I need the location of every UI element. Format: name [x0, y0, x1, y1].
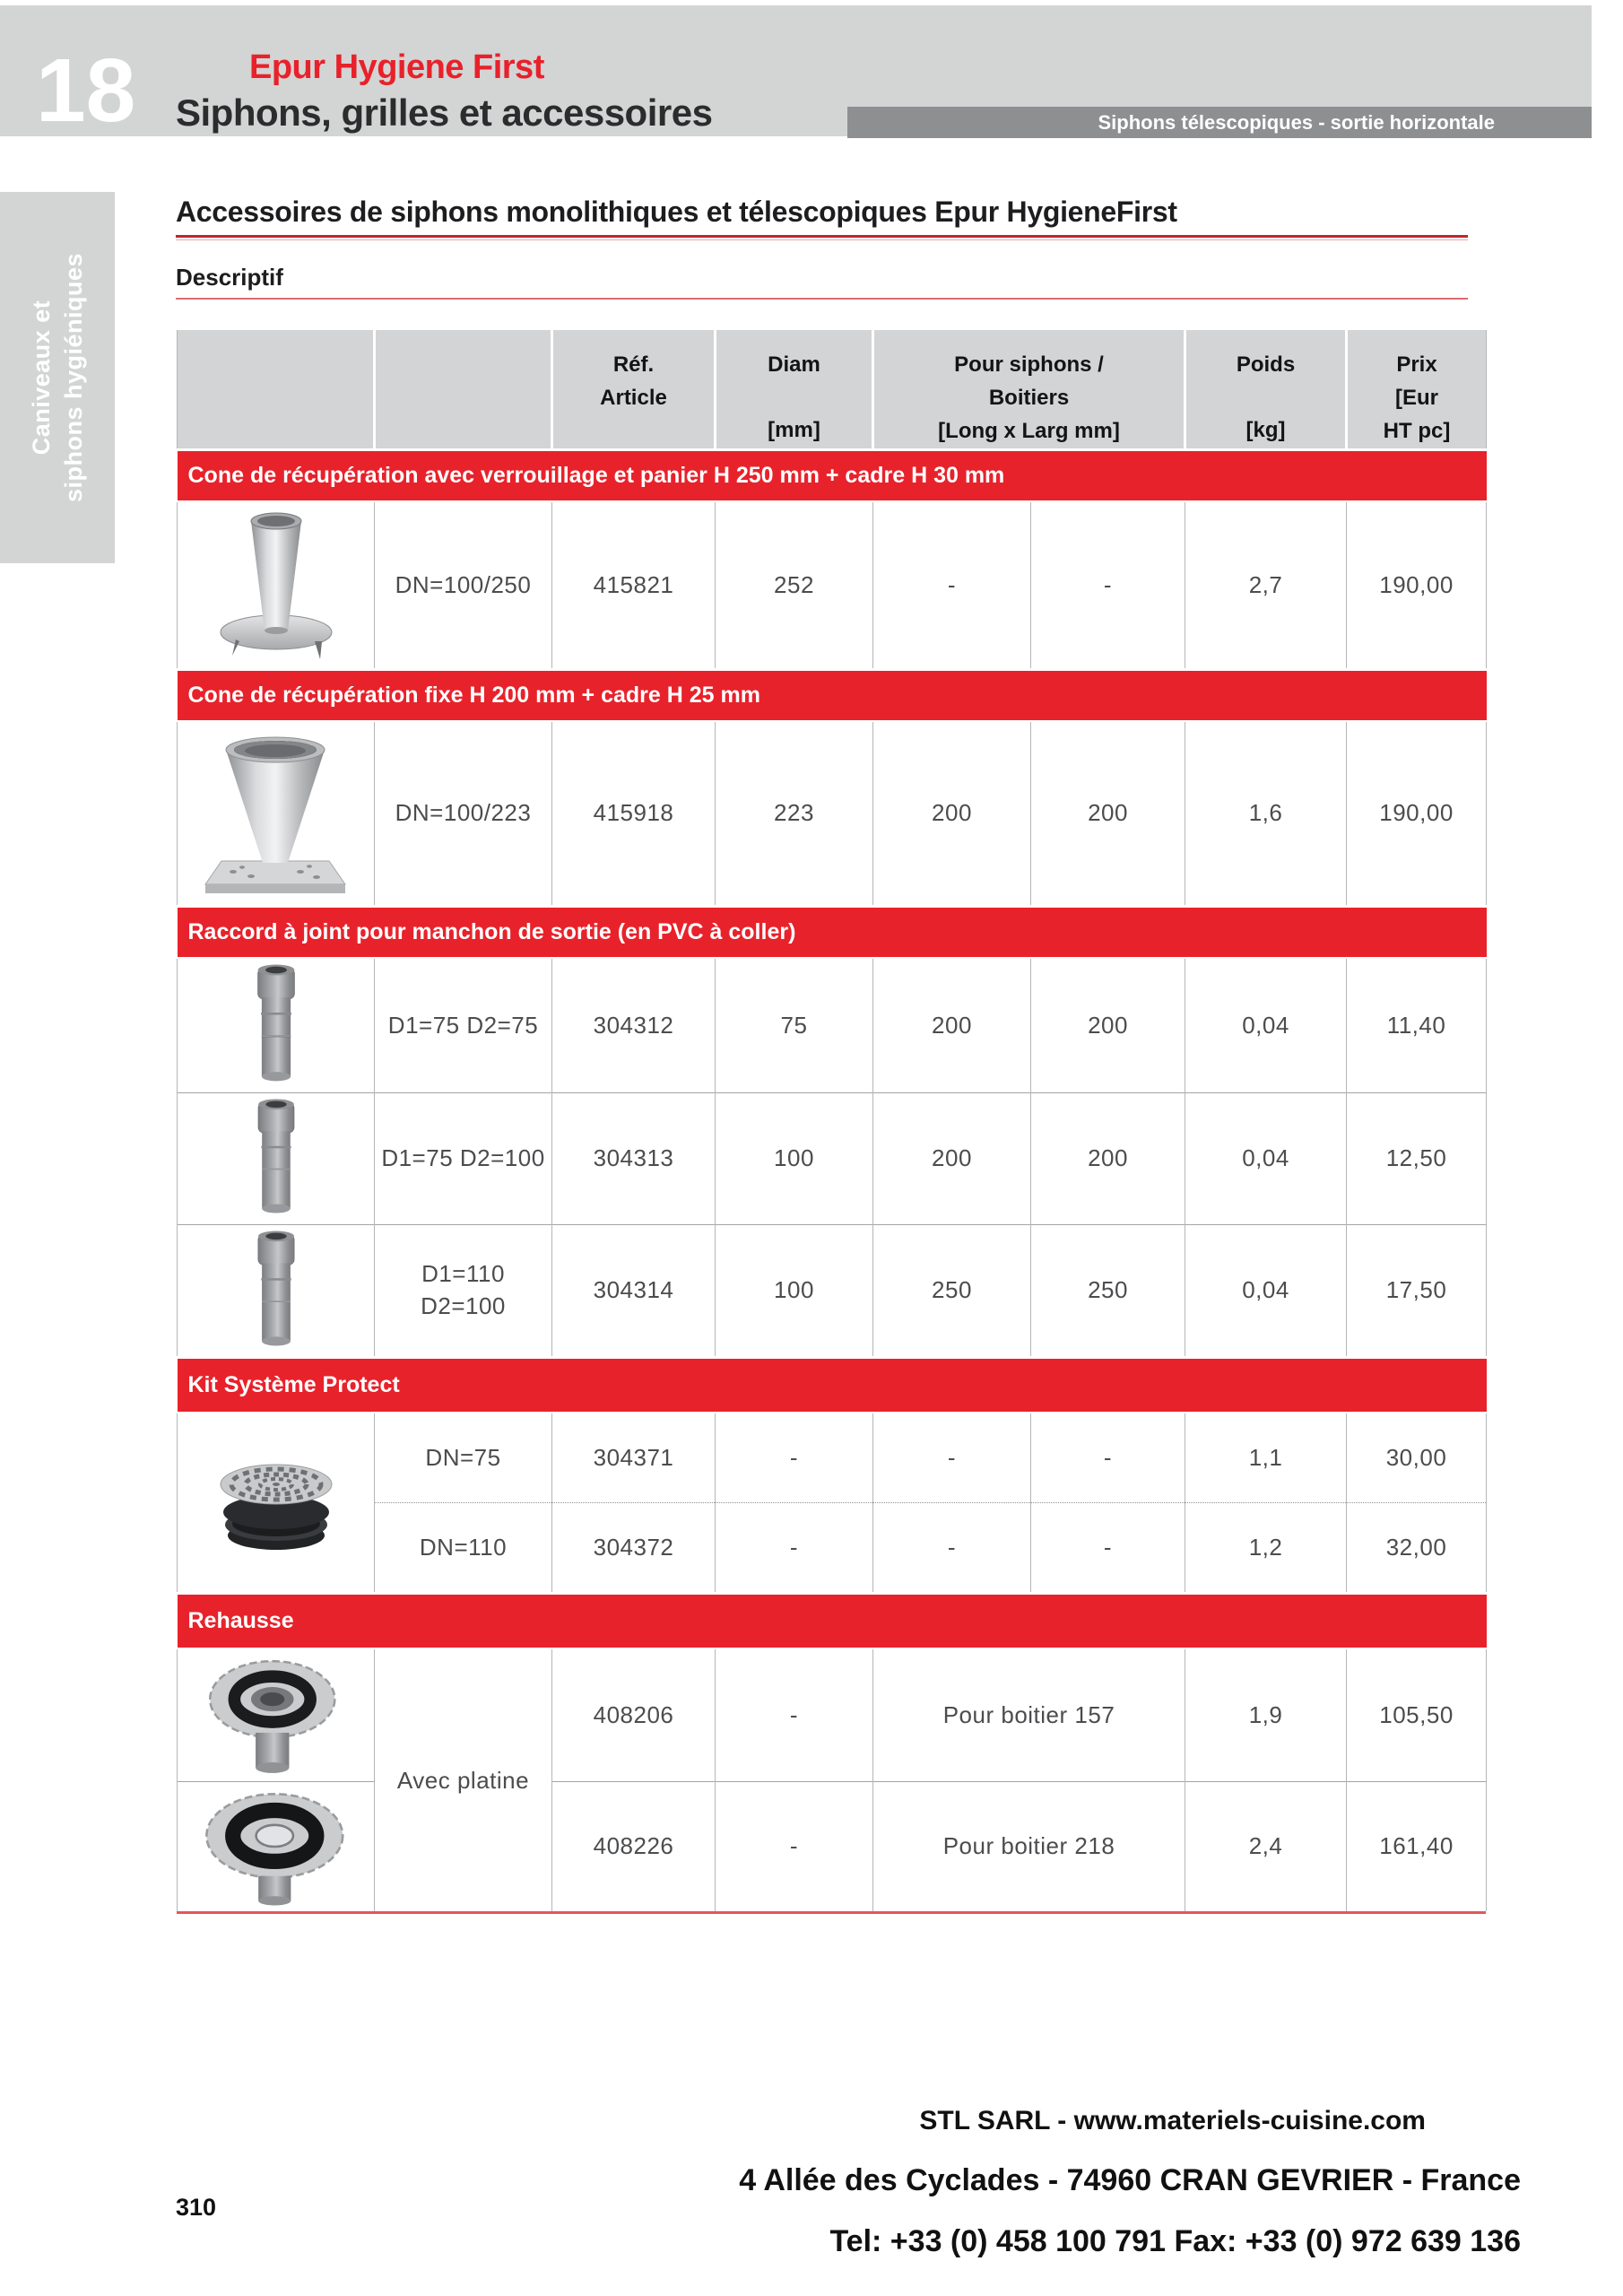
side-tab	[0, 192, 115, 563]
product-desc: D1=75 D2=100	[381, 1144, 545, 1172]
table-row	[178, 1224, 1487, 1357]
product-poids: 1,6	[1248, 799, 1283, 827]
col-header-diam: Diam [mm]	[716, 330, 873, 449]
section-band-row	[178, 906, 1487, 958]
col-header-description	[375, 330, 552, 449]
product-prix: 32,00	[1385, 1533, 1447, 1561]
footer-phone-fax: Tel: +33 (0) 458 100 791 Fax: +33 (0) 972 639 136	[829, 2224, 1521, 2258]
footer-address: 4 Allée des Cyclades - 74960 CRAN GEVRIER - France	[739, 2163, 1521, 2197]
product-larg: 200	[1088, 1011, 1128, 1039]
product-poids: 1,2	[1248, 1533, 1283, 1561]
section-band-cone-verrouillage: Cone de récupération avec verrouillage et panier H 250 mm + cadre H 30 mm	[178, 449, 1487, 501]
product-image-pvc-adapter	[178, 1224, 375, 1357]
section-band-kit-protect: Kit Système Protect	[178, 1357, 1487, 1413]
product-poids: 0,04	[1242, 1276, 1289, 1304]
product-poids: 1,1	[1248, 1443, 1283, 1471]
section-title: Siphons, grilles et accessoires	[176, 91, 713, 134]
product-ref: 415918	[593, 799, 674, 827]
product-long: -	[947, 570, 957, 598]
product-desc: D1=110	[421, 1260, 505, 1288]
section-band-row	[178, 669, 1487, 721]
table-row	[178, 721, 1487, 906]
product-larg: -	[1103, 1443, 1113, 1471]
product-desc: DN=100/250	[395, 570, 532, 598]
footer-company-website: STL SARL - www.materiels-cuisine.com	[919, 2106, 1426, 2135]
category-banner: Siphons télescopiques - sortie horizontale	[847, 107, 1592, 138]
product-long: -	[947, 1533, 957, 1561]
table-header-row	[178, 330, 1487, 449]
descriptif-label: Descriptif	[176, 264, 283, 291]
section-band-row	[178, 449, 1487, 501]
product-table-wrap	[177, 330, 1486, 1914]
product-diam: 100	[774, 1144, 814, 1172]
product-prix: 190,00	[1379, 799, 1454, 827]
product-ref: 304314	[593, 1276, 674, 1304]
section-band-row	[178, 1357, 1487, 1413]
product-prix: 30,00	[1385, 1443, 1447, 1471]
product-poids: 2,4	[1248, 1832, 1283, 1860]
col-header-image	[178, 330, 375, 449]
product-ref: 304313	[593, 1144, 674, 1172]
product-diam: -	[789, 1832, 799, 1860]
product-ref: 408226	[593, 1832, 674, 1860]
product-long: 250	[932, 1276, 972, 1304]
product-ref: 408206	[593, 1700, 674, 1728]
table-row	[178, 958, 1487, 1092]
product-pour-boitier: Pour boitier 157	[942, 1700, 1115, 1728]
product-diam: -	[789, 1443, 799, 1471]
section-band-row	[178, 1593, 1487, 1648]
product-diam: -	[789, 1533, 799, 1561]
product-diam: 100	[774, 1276, 814, 1304]
product-larg: -	[1103, 570, 1113, 598]
product-larg: 250	[1088, 1276, 1128, 1304]
col-header-ref: Réf. Article	[552, 330, 716, 449]
product-image-pvc-adapter	[178, 1092, 375, 1224]
product-prix: 12,50	[1385, 1144, 1447, 1172]
table-row	[178, 1648, 1487, 1781]
product-diam: -	[789, 1700, 799, 1728]
table-row	[178, 1092, 1487, 1224]
product-image-pvc-adapter	[178, 958, 375, 1092]
product-prix: 17,50	[1385, 1276, 1447, 1304]
product-image-fixed-cone	[178, 721, 375, 906]
product-ref: 304372	[593, 1533, 674, 1561]
page-title: Accessoires de siphons monolithiques et télescopiques Epur HygieneFirst	[176, 196, 1177, 228]
section-band-rehausse: Rehausse	[178, 1593, 1487, 1648]
product-ref: 304371	[593, 1443, 674, 1471]
table-row	[178, 1781, 1487, 1911]
product-desc: DN=100/223	[395, 799, 532, 827]
product-poids: 2,7	[1248, 570, 1283, 598]
table-row	[178, 501, 1487, 669]
product-larg: 200	[1088, 1144, 1128, 1172]
table-row	[178, 1413, 1487, 1502]
product-desc: DN=110	[419, 1533, 508, 1561]
product-prix: 190,00	[1379, 570, 1454, 598]
product-pour-boitier: Pour boitier 218	[942, 1832, 1115, 1860]
product-table	[177, 330, 1487, 1911]
brand-title: Epur Hygiene First	[249, 48, 544, 86]
col-header-poids: Poids [kg]	[1185, 330, 1347, 449]
side-tab-label: Caniveaux et siphons hygiéniques	[27, 252, 87, 503]
product-desc-line2: D2=100	[421, 1292, 506, 1319]
product-ref: 415821	[593, 570, 674, 598]
col-header-pour-siphons: Pour siphons / Boitiers [Long x Larg mm]	[873, 330, 1185, 449]
page-number: 310	[176, 2194, 217, 2221]
product-ref: 304312	[593, 1011, 674, 1039]
product-prix: 11,40	[1386, 1011, 1446, 1039]
product-larg: -	[1103, 1533, 1113, 1561]
descriptif-underline	[176, 298, 1468, 300]
product-larg: 200	[1088, 799, 1128, 827]
product-poids: 0,04	[1242, 1144, 1289, 1172]
product-shared-desc: Avec platine	[396, 1766, 530, 1794]
product-poids: 1,9	[1248, 1700, 1283, 1728]
product-long: 200	[932, 1011, 972, 1039]
product-desc: D1=75 D2=75	[387, 1011, 539, 1039]
product-image-rehausse	[178, 1648, 375, 1781]
title-underline	[176, 235, 1468, 240]
product-diam: 252	[774, 570, 814, 598]
col-header-prix: Prix [Eur HT pc]	[1347, 330, 1487, 449]
product-image-cone-with-locking	[178, 501, 375, 669]
product-prix: 161,40	[1379, 1832, 1454, 1860]
section-band-raccord: Raccord à joint pour manchon de sortie (en PVC à coller)	[178, 906, 1487, 958]
product-poids: 0,04	[1242, 1011, 1289, 1039]
product-image-rehausse	[178, 1781, 375, 1911]
product-prix: 105,50	[1379, 1700, 1454, 1728]
product-diam: 75	[780, 1011, 808, 1039]
product-image-protect-kit	[178, 1413, 375, 1593]
product-long: 200	[932, 799, 972, 827]
product-diam: 223	[774, 799, 814, 827]
chapter-number: 18	[36, 40, 136, 141]
product-desc: DN=75	[425, 1443, 501, 1471]
product-long: 200	[932, 1144, 972, 1172]
product-long: -	[947, 1443, 957, 1471]
section-band-cone-fixe: Cone de récupération fixe H 200 mm + cadre H 25 mm	[178, 669, 1487, 721]
